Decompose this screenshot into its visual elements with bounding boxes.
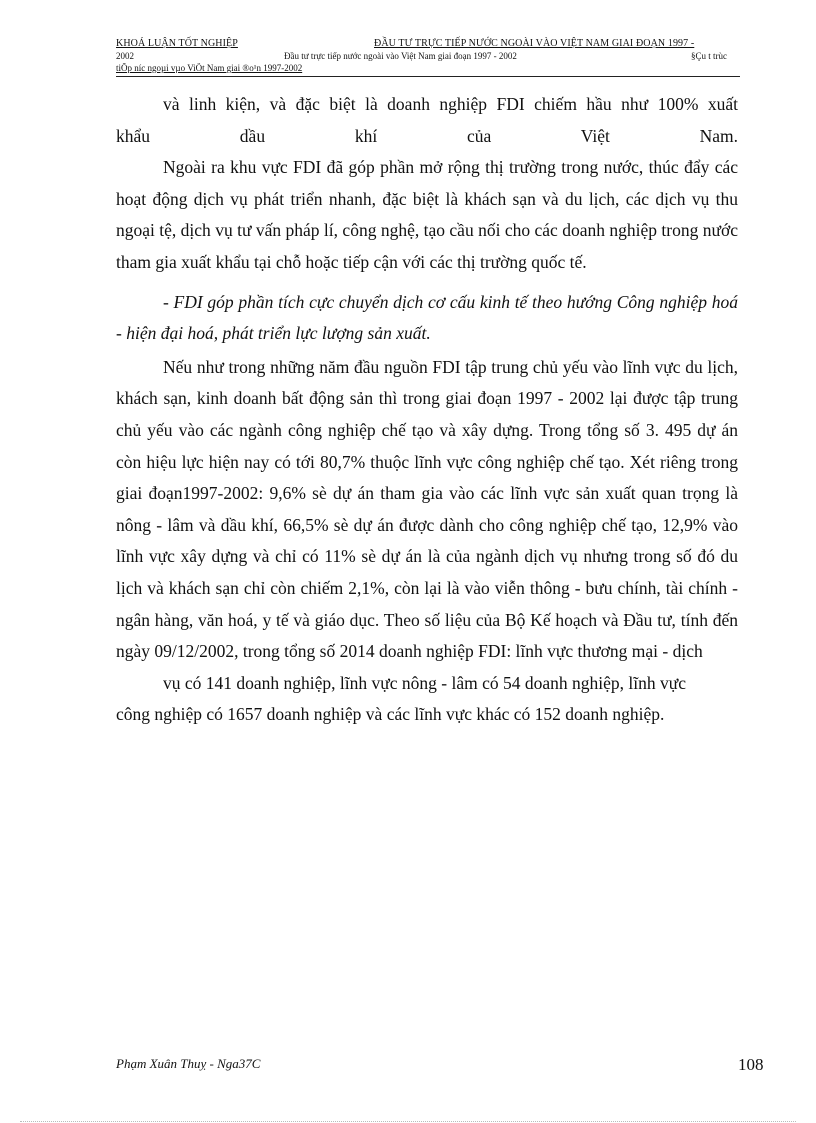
page-bottom-divider bbox=[20, 1121, 796, 1122]
paragraph-4: Nếu như trong những năm đầu nguồn FDI tập trung chủ yếu vào lĩnh vực du lịch, khách sạn, kinh doanh bất động sản thì trong giai đoạn 1997 - 2002 lại được tập trung chủ yếu vào các ngành công nghiệp chế tạo và xây dựng. Trong tổng số 3. 495 dự án còn hiệu lực hiện nay có tới 80,7% thuộc lĩnh vực công nghiệp chế tạo. Xét riêng trong giai đoạn1997-2002: 9,6% sè dự án tham gia vào các lĩnh vực sản xuất quan trọng là nông - lâm và dầu khí, 66,5% sè dự án được dành cho công nghiệp chế tạo, 12,9% vào lĩnh vực xây dựng và chỉ có 11% sè dự án là của ngành dịch vụ nhưng trong số đó du lịch và khách sạn chỉ còn chiếm 2,1%, còn lại là vào viễn thông - bưu chính, tài chính - ngân hàng, văn hoá, y tế và giáo dục. Theo số liệu của Bộ Kế hoạch và Đầu tư, tính đến ngày 09/12/2002, trong tổng số 2014 doanh nghiệp FDI: lĩnh vực thương mại - dịch bbox=[116, 356, 738, 662]
paragraph-5-line-2: công nghiệp có 1657 doanh nghiệp và các lĩnh vực khác có 152 doanh nghiệp. bbox=[116, 704, 665, 725]
thesis-title: ĐẦU TƯ TRỰC TIẾP NƯỚC NGOÀI VÀO VIỆT NAM GIAI ĐOẠN 1997 - bbox=[374, 38, 695, 49]
page-number: 108 bbox=[738, 1055, 764, 1074]
paragraph-3-italic: - FDI góp phần tích cực chuyển dịch cơ cấu kinh tế theo hướng Công nghiệp hoá - hiện đại hoá, phát triển lực lượng sản xuất. bbox=[116, 291, 738, 344]
header-year: 2002 bbox=[116, 51, 134, 61]
header-divider bbox=[116, 76, 740, 77]
header-subtitle: Đầu tư trực tiếp nước ngoài vào Việt Nam giai đoạn 1997 - 2002 bbox=[284, 51, 517, 61]
paragraph-1-line-2: khẩu dầu khí của Việt Nam. bbox=[116, 125, 738, 146]
footer-author: Phạm Xuân Thuỵ - Nga37C bbox=[116, 1056, 261, 1071]
header-garbled-line: tiÕp níc ngoµi vµo ViÖt Nam giai ®o¹n 1997-2002 bbox=[116, 63, 303, 73]
thesis-label: KHOÁ LUẬN TỐT NGHIỆP bbox=[116, 38, 238, 49]
body-text bbox=[116, 89, 738, 731]
header-garbled-right: §Çu t trùc bbox=[691, 51, 727, 61]
paragraph-5-line-1: vụ có 141 doanh nghiệp, lĩnh vực nông - lâm có 54 doanh nghiệp, lĩnh vực bbox=[163, 672, 686, 693]
paragraph-1-line-1: và linh kiện, và đặc biệt là doanh nghiệp FDI chiếm hầu như 100% xuất bbox=[163, 94, 738, 114]
paragraph-2: Ngoài ra khu vực FDI đã góp phần mở rộng thị trường trong nước, thúc đẩy các hoạt động dịch vụ phát triển nhanh, đặc biệt là khách sạn và du lịch, các dịch vụ thu ngoại tệ, dịch vụ tư vấn pháp lí, công nghệ, tạo cầu nối cho các doanh nghiệp trong nước tham gia xuất khẩu tại chỗ hoặc tiếp cận với các thị trường quốc tế. bbox=[116, 157, 738, 272]
